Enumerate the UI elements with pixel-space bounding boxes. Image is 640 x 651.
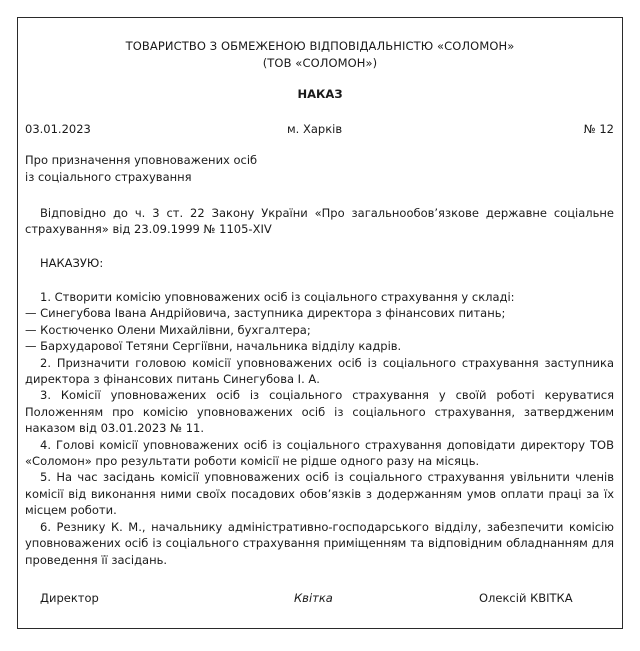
document-date: 03.01.2023 [25, 122, 91, 136]
org-short-name: (ТОВ «СОЛОМОН») [262, 56, 378, 70]
subject-line: із соціального страхування [25, 170, 192, 184]
order-item: 4. Голові комісії уповноважених осіб із соціального страхування доповідати директору ТОВ «Соломон» про результати роботи комісії не рідше одного разу на місяць. [25, 437, 614, 469]
order-item: 2. Призначити головою комісії уповноважених осіб із соціального страхування заступника директора з фінансових питань Синегубова І. А. [25, 355, 614, 387]
signer-name: Олексій КВІТКА [479, 591, 573, 605]
basis-paragraph: Відповідно до ч. 3 ст. 22 Закону України «Про загальнообов’язкове державне соціальне страхування» від 23.09.1999 № 1105-XIV [25, 206, 614, 237]
order-item: 1. Створити комісію уповноважених осіб із соціального страхування у складі: [40, 290, 515, 304]
order-item: 6. Резнику К. М., начальнику адміністративно-господарського відділу, забезпечити комісію уповноважених осіб із соціального страхування приміщенням та відповідним обладнанням для проведення її засідань. [25, 519, 614, 567]
commission-member: — Костюченко Олени Михайлівни, бухгалтера; [25, 322, 311, 337]
document-frame [17, 17, 623, 629]
commission-member: — Бархударової Тетяни Сергіївни, начальника відділу кадрів. [25, 339, 402, 354]
order-word: НАКАЗУЮ: [40, 256, 104, 270]
signer-position: Директор [40, 591, 99, 605]
order-item: 3. Комісії уповноважених осіб із соціального страхування у своїй роботі керуватися Положенням про комісію уповноважених осіб із соціального страхування, затвердженим наказом від 03.01.2023 № 11. [25, 388, 614, 436]
document-title: НАКАЗ [297, 87, 343, 101]
org-name: ТОВАРИСТВО З ОБМЕЖЕНОЮ ВІДПОВІДАЛЬНІСТЮ «СОЛОМОН» [125, 39, 515, 53]
order-item: 5. На час засідань комісії уповноважених осіб із соціального страхування увільнити членів комісії від виконання ними своїх посадових обов’язків з додержанням умов оплати праці за їх місцем роботи. [25, 470, 614, 518]
order-items [25, 289, 614, 568]
document-place: м. Харків [287, 122, 343, 136]
document-meta [25, 122, 614, 138]
signature: Квітка [294, 591, 333, 605]
commission-member: — Синегубова Івана Андрійовича, заступника директора з фінансових питань; [25, 306, 506, 321]
document-subject [25, 152, 257, 186]
organization-header [18, 38, 622, 72]
subject-line: Про призначення уповноважених осіб [25, 153, 258, 167]
document-number: № 12 [583, 122, 614, 136]
